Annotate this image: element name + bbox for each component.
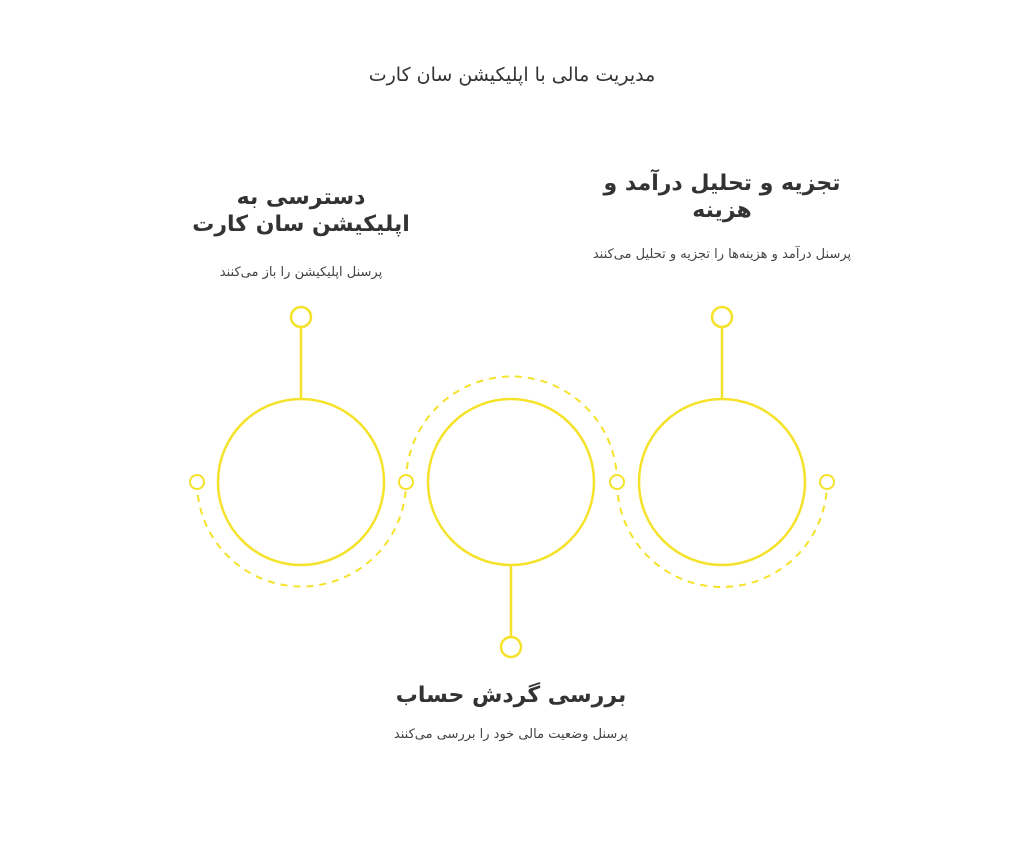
step-3-node [712, 307, 732, 327]
connector-node [399, 475, 413, 489]
step-1-node [291, 307, 311, 327]
step-2-title: بررسی گردش حساب [395, 683, 627, 708]
step-1-title: دسترسی به اپلیکیشن سان کارت [192, 185, 410, 237]
step-3-circle [639, 399, 805, 565]
connector-node [610, 475, 624, 489]
page-title: مدیریت مالی با اپلیکیشن سان کارت [368, 64, 656, 86]
step-1-circle [218, 399, 384, 565]
step-2-circle [428, 399, 594, 565]
connector-node [190, 475, 204, 489]
step-3-title: تجزیه و تحلیل درآمد و هزینه [603, 171, 841, 223]
step-2-description: پرسنل وضعیت مالی خود را بررسی می‌کنند [393, 727, 629, 742]
connector-node [820, 475, 834, 489]
step-1-description: پرسنل اپلیکیشن را باز می‌کنند [219, 265, 383, 280]
step-3-description: پرسنل درآمد و هزینه‌ها را تجزیه و تحلیل می‌کنند [592, 247, 852, 262]
step-2-node [501, 637, 521, 657]
